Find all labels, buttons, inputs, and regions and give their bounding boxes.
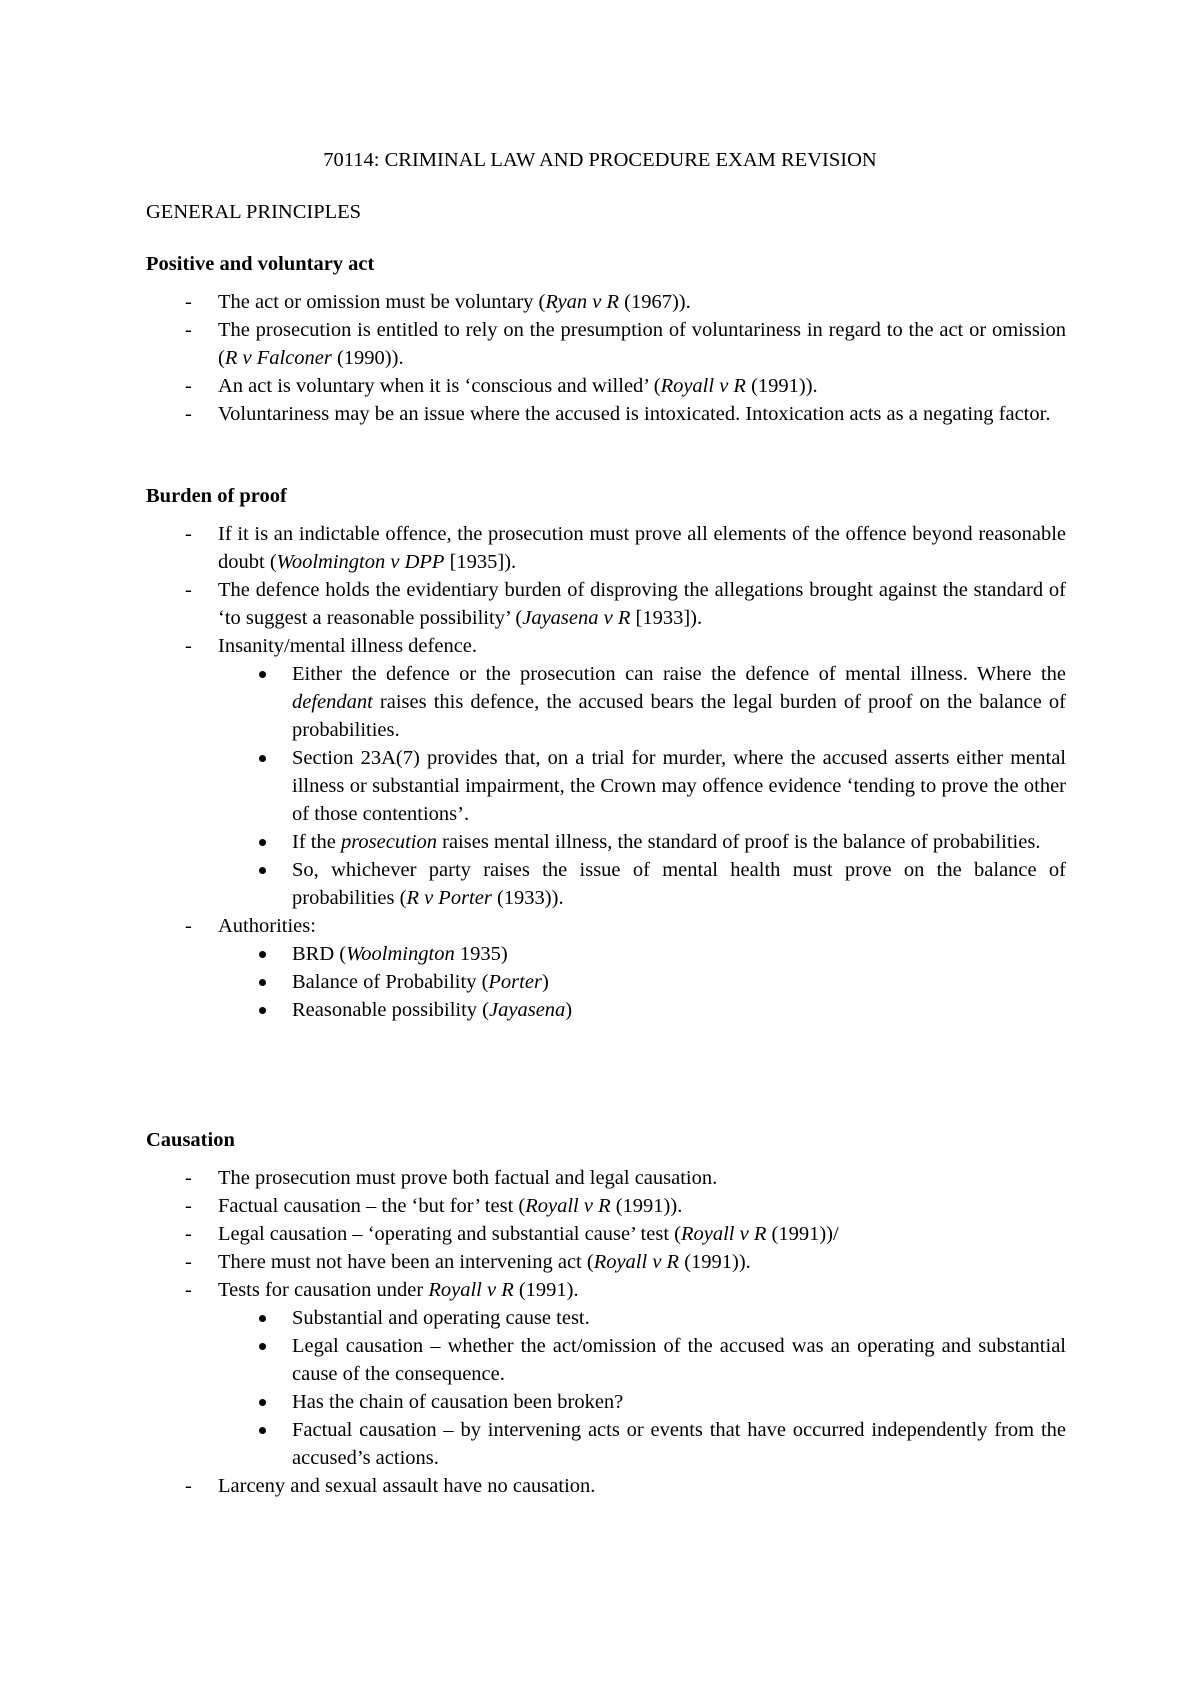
sub-list: [218, 1304, 1066, 1472]
list-item: - An act is voluntary when it is ‘conscious and willed’ (Royall v R (1991)).: [146, 372, 1066, 400]
list-item: - Legal causation – ‘operating and substantial cause’ test (Royall v R (1991))/: [146, 1220, 1066, 1248]
bullet-item: Either the defence or the prosecution can raise the defence of mental illness. Where the defendant raises this defence, the accused bears the legal burden of proof on the balance of probabilities.: [146, 660, 1066, 744]
bullet-item: Legal causation – whether the act/omission of the accused was an operating and substantial cause of the consequence.: [146, 1332, 1066, 1388]
list-item: - The prosecution is entitled to rely on the presumption of voluntariness in regard to the act or omission (R v Falconer (1990)).: [146, 316, 1066, 372]
heading-positive-voluntary-act: Positive and voluntary act: [146, 253, 375, 275]
heading-burden-of-proof: Burden of proof: [146, 485, 287, 507]
list-item: - Voluntariness may be an issue where the accused is intoxicated. Intoxication acts as a negating factor.: [146, 400, 1066, 428]
sub-list: [218, 660, 1066, 912]
list-item: - Authorities: BRD (Woolmington 1935) Balance of Probability (Porter) Reasonable possibility (Jayasena): [146, 912, 1066, 1024]
list-item: - The act or omission must be voluntary (Ryan v R (1967)).: [146, 288, 1066, 316]
list-item: - Insanity/mental illness defence. Either the defence or the prosecution can raise the defence of mental illness. Where the defendant raises this defence, the accused bears the legal burden of proof on the balance of probabilities. Section 23A(7) provides that, on a trial for murder, where the accused asserts either mental illness or substantial impairment, the Crown may offence evidence ‘tending to prove the other of those contentions’. If the prosecution raises mental illness, the standard of proof is the balance of probabilities. So, whichever party raises the issue of mental health must prove on the balance of probabilities (R v Porter (1933)).: [146, 632, 1066, 912]
list-item: - Tests for causation under Royall v R (1991). Substantial and operating cause test. Legal causation – whether the act/omission of the accused was an operating and substantial cause of the consequence. Has the chain of causation been broken? Factual causation – by intervening acts or events that have occurred independently from the accused’s actions.: [146, 1276, 1066, 1472]
list-item: - Larceny and sexual assault have no causation.: [146, 1472, 1066, 1500]
bullet-item: BRD (Woolmington 1935): [146, 940, 1066, 968]
bullet-item: Section 23A(7) provides that, on a trial for murder, where the accused asserts either mental illness or substantial impairment, the Crown may offence evidence ‘tending to prove the other of those contentions’.: [146, 744, 1066, 828]
bullet-item: Reasonable possibility (Jayasena): [146, 996, 1066, 1024]
sub-list: [218, 940, 1066, 1024]
list-item: - The defence holds the evidentiary burden of disproving the allegations brought against the standard of ‘to suggest a reasonable possibility’ (Jayasena v R [1933]).: [146, 576, 1066, 632]
list-causation: [146, 1164, 1066, 1500]
bullet-item: Balance of Probability (Porter): [146, 968, 1066, 996]
list-voluntary-act: [146, 288, 1066, 428]
bullet-item: If the prosecution raises mental illness, the standard of proof is the balance of probabilities.: [146, 828, 1066, 856]
document-title: 70114: CRIMINAL LAW AND PROCEDURE EXAM REVISION: [323, 149, 877, 171]
list-burden-of-proof: [146, 520, 1066, 1024]
heading-causation: Causation: [146, 1129, 235, 1151]
bullet-item: Substantial and operating cause test.: [146, 1304, 1066, 1332]
bullet-item: So, whichever party raises the issue of mental health must prove on the balance of probabilities (R v Porter (1933)).: [146, 856, 1066, 912]
list-item: - If it is an indictable offence, the prosecution must prove all elements of the offence beyond reasonable doubt (Woolmington v DPP [1935]).: [146, 520, 1066, 576]
list-item: - The prosecution must prove both factual and legal causation.: [146, 1164, 1066, 1192]
list-item: - Factual causation – the ‘but for’ test (Royall v R (1991)).: [146, 1192, 1066, 1220]
bullet-item: Factual causation – by intervening acts or events that have occurred independently from the accused’s actions.: [146, 1416, 1066, 1472]
list-item: - There must not have been an intervening act (Royall v R (1991)).: [146, 1248, 1066, 1276]
bullet-item: Has the chain of causation been broken?: [146, 1388, 1066, 1416]
section-heading: GENERAL PRINCIPLES: [146, 201, 362, 223]
